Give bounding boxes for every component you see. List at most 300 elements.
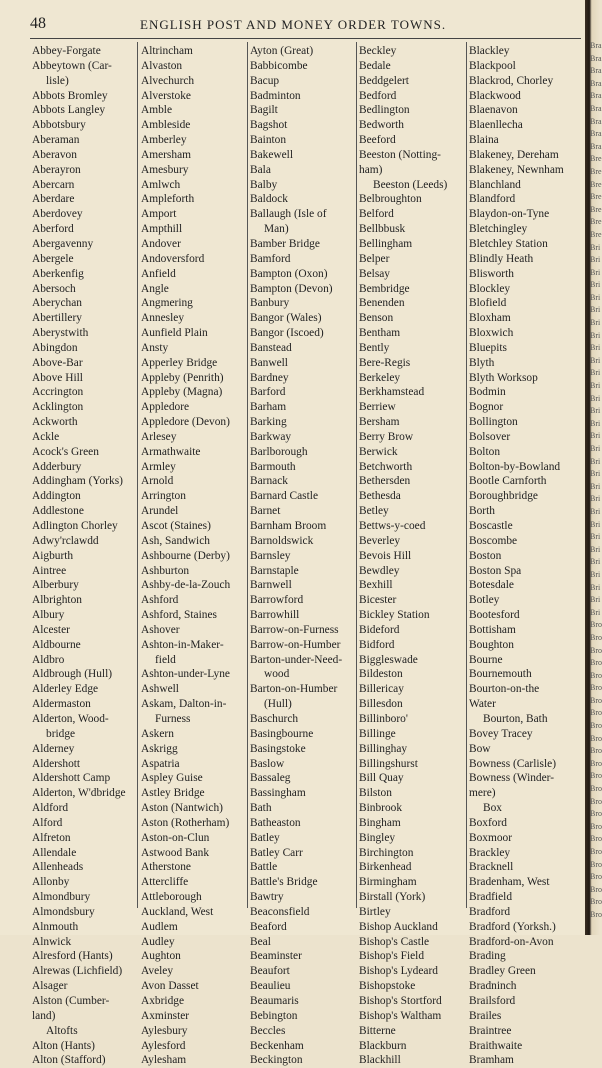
town-entry: Betchworth <box>359 460 413 473</box>
town-entry: Abbots Bromley <box>32 89 108 102</box>
next-page-fragment: Bro <box>590 746 602 756</box>
town-entry: Bowness (Winder- <box>469 772 555 785</box>
town-entry: Altrincham <box>141 45 193 57</box>
town-entry: Bishop's Field <box>359 950 425 963</box>
town-column-5 <box>469 44 581 1068</box>
town-entry: Blackburn <box>359 1039 407 1052</box>
next-page-fragment: Bro <box>590 796 602 806</box>
town-entry: Berwick <box>359 445 398 458</box>
town-entry: Bideford <box>359 623 400 636</box>
town-entry: Alford <box>32 816 63 829</box>
next-page-fragment: Bri <box>590 393 601 403</box>
next-page-fragment: Bre <box>590 166 602 176</box>
town-entry: Alston (Cumber- <box>32 995 110 1007</box>
town-entry: Aspatria <box>141 757 180 770</box>
town-column-1 <box>32 44 136 1068</box>
town-entry: Appledore (Devon) <box>141 416 230 429</box>
town-entry: Aberkenfig <box>32 267 84 280</box>
town-entry: Barford <box>250 386 286 399</box>
town-entry: Appleby (Magna) <box>141 386 223 399</box>
town-entry: Banbury <box>250 297 290 310</box>
town-entry: Abbotsbury <box>32 119 86 132</box>
town-entry: Berkhamstead <box>359 386 425 399</box>
next-page-fragment: Bro <box>590 784 602 794</box>
town-entry: Bramham <box>469 1054 514 1067</box>
town-entry: Audley <box>141 935 175 948</box>
town-entry: Barham <box>250 401 287 414</box>
town-entry: Bradley Green <box>469 965 536 978</box>
town-entry: Barnack <box>250 475 288 488</box>
next-page-fragment: Bro <box>590 859 602 869</box>
town-entry: Arrington <box>141 490 186 503</box>
town-entry: Bawtry <box>250 891 284 904</box>
town-entry: Blackpool <box>469 59 516 72</box>
town-entry: Barnoldswick <box>250 534 314 547</box>
next-page-fragment: Bro <box>590 809 602 819</box>
town-entry: Beeford <box>359 134 396 147</box>
town-entry: Alverstoke <box>141 89 191 102</box>
town-entry: Barrow-on-Humber <box>250 638 341 651</box>
town-entry: Barton-under-Need- <box>250 653 343 666</box>
town-entry: Billinge <box>359 727 396 740</box>
town-entry: Aylesbury <box>141 1024 188 1037</box>
next-page-fragment: Bri <box>590 494 601 504</box>
town-entry: Alvechurch <box>141 74 195 87</box>
town-entry: Bolsover <box>469 430 511 443</box>
town-entry: Aldershott Camp <box>32 772 111 785</box>
town-entry: Birchington <box>359 846 414 859</box>
next-page-fragment: Bri <box>590 280 601 290</box>
town-entry: Baschurch <box>250 712 299 725</box>
town-entry: Box <box>483 802 502 815</box>
town-entry: Ayton (Great) <box>250 45 314 57</box>
town-entry: Albrighton <box>32 594 82 607</box>
next-page-fragment: Bri <box>590 595 601 605</box>
town-entry: Bembridge <box>359 282 410 295</box>
town-entry: Abbey-Forgate <box>32 45 101 57</box>
town-entry: Bacup <box>250 74 280 87</box>
town-entry: Barnstaple <box>250 564 299 577</box>
town-entry: Anfield <box>141 267 176 280</box>
town-entry: Amble <box>141 104 173 117</box>
town-entry: Barrow-on-Furness <box>250 623 339 636</box>
town-entry: Bentham <box>359 327 401 340</box>
town-entry: Ashover <box>141 623 180 636</box>
town-entry: Bolton <box>469 445 501 458</box>
town-entry: Addlestone <box>32 505 84 518</box>
town-entry: Amlwch <box>141 178 181 191</box>
next-page-fragment: Bri <box>590 519 601 529</box>
town-entry: Alderney <box>32 742 75 755</box>
town-entry: Beaconsfield <box>250 905 310 918</box>
town-entry: Alnmouth <box>32 920 79 933</box>
next-page-fragment: Bre <box>590 229 602 239</box>
town-entry: Bletchingley <box>469 223 528 236</box>
town-entry: Blackley <box>469 45 510 57</box>
next-page-fragment: Bre <box>590 154 602 164</box>
town-entry: Andover <box>141 237 181 250</box>
next-page-fragment: Bra <box>590 66 602 76</box>
town-entry: Addingham (Yorks) <box>32 475 123 488</box>
town-entry: Blaenavon <box>469 104 518 117</box>
town-entry: Bishop's Lydeard <box>359 965 438 978</box>
town-entry: Batley Carr <box>250 846 303 859</box>
town-entry: Bethersden <box>359 475 411 488</box>
town-entry: Altofts <box>46 1024 78 1037</box>
town-entry: Amesbury <box>141 163 189 176</box>
next-page-fragment: Bri <box>590 456 601 466</box>
town-entry: Blaenllecha <box>469 119 523 132</box>
town-entry: Barrowford <box>250 594 304 607</box>
next-page-fragment: Bri <box>590 582 601 592</box>
town-entry: Billinghay <box>359 742 408 755</box>
town-entry: Addington <box>32 490 81 503</box>
town-entry: Battle's Bridge <box>250 876 318 889</box>
town-entry: Alfreton <box>32 831 71 844</box>
next-page-fragment: Bri <box>590 267 601 277</box>
town-entry: Benenden <box>359 297 405 310</box>
town-entry: Alrewas (Lichfield) <box>32 965 123 978</box>
next-page-fragment: Bri <box>590 330 601 340</box>
town-entry: Ashwell <box>141 683 179 696</box>
next-page-fragment: Bri <box>590 431 601 441</box>
town-entry: Bilston <box>359 787 392 800</box>
town-entry: Beckley <box>359 45 397 57</box>
town-entry: Boughton <box>469 638 514 651</box>
town-entry: Acklington <box>32 401 84 414</box>
town-entry: Banstead <box>250 341 292 354</box>
town-entry: Almondsbury <box>32 905 95 918</box>
town-entry: Aveley <box>141 965 174 978</box>
column-divider <box>247 42 248 908</box>
town-entry: Binbrook <box>359 802 403 815</box>
next-page-fragment: Bra <box>590 129 602 139</box>
next-page-fragment: Bro <box>590 758 602 768</box>
town-entry: Bicester <box>359 594 397 607</box>
town-entry: Atherstone <box>141 861 191 874</box>
town-entry: Auckland, West <box>141 905 214 918</box>
town-entry: Audlem <box>141 920 178 933</box>
town-entry: Axminster <box>141 1009 190 1022</box>
town-entry: Belsay <box>359 267 391 280</box>
town-entry: Blindly Heath <box>469 252 534 265</box>
town-entry: Brackley <box>469 846 511 859</box>
town-entry: Barnsley <box>250 549 291 562</box>
town-entry: Berkeley <box>359 371 401 384</box>
town-entry: Attleborough <box>141 891 202 904</box>
town-entry: Babbicombe <box>250 59 308 72</box>
town-entry: Braintree <box>469 1024 512 1037</box>
next-page-fragment: Bro <box>590 821 602 831</box>
town-entry: Battle <box>250 861 278 874</box>
town-entry: Barnet <box>250 505 281 518</box>
town-entry: Birkenhead <box>359 861 412 874</box>
town-entry: Boroughbridge <box>469 490 538 503</box>
town-entry: Blyth <box>469 356 495 369</box>
town-entry: Arnold <box>141 475 174 488</box>
town-entry: Astley Bridge <box>141 787 205 800</box>
town-entry: Beverley <box>359 534 401 547</box>
town-entry: Boston Spa <box>469 564 522 577</box>
town-entry: Bethesda <box>359 490 401 503</box>
town-entry: Bellbbusk <box>359 223 406 236</box>
town-entry: (Hull) <box>264 698 292 711</box>
town-entry: Astwood Bank <box>141 846 210 859</box>
town-entry: Aintree <box>32 564 67 577</box>
town-entry: Aston (Rotherham) <box>141 816 230 829</box>
town-entry: Allendale <box>32 846 77 859</box>
town-column-3 <box>250 44 354 1068</box>
town-entry: Bewdley <box>359 564 400 577</box>
column-divider <box>356 42 357 908</box>
town-entry: Borth <box>469 505 495 518</box>
town-entry: Arlesey <box>141 430 177 443</box>
next-page-fragment: Bro <box>590 909 602 919</box>
town-entry: Blakeney, Dereham <box>469 148 559 161</box>
running-head: ENGLISH POST AND MONEY ORDER TOWNS. <box>140 17 447 32</box>
next-page-fragment: Bri <box>590 557 601 567</box>
town-entry: Almondbury <box>32 891 91 904</box>
town-entry: Billingshurst <box>359 757 418 770</box>
town-entry: Bishopstoke <box>359 980 416 993</box>
town-entry: Albury <box>32 609 65 622</box>
page-number: 48 <box>30 15 46 32</box>
next-page-fragment: Bro <box>590 708 602 718</box>
town-entry: Billinboro' <box>359 712 408 725</box>
town-entry: Blaydon-on-Tyne <box>469 208 550 221</box>
town-entry: Bently <box>359 341 390 354</box>
town-entry: Alnwick <box>32 935 72 948</box>
town-entry: wood <box>264 668 290 681</box>
next-page-fragment: Bro <box>590 670 602 680</box>
town-entry: Bassaleg <box>250 772 291 785</box>
town-entry: Boscombe <box>469 534 518 547</box>
town-entry: Angle <box>141 282 169 295</box>
town-entry: Abercarn <box>32 178 75 191</box>
town-entry: Alton (Stafford) <box>32 1054 106 1067</box>
town-entry: Bangor (Wales) <box>250 312 322 325</box>
town-entry: Brailsford <box>469 995 516 1007</box>
town-entry: Barking <box>250 416 287 429</box>
town-entry: Amersham <box>141 148 191 161</box>
town-entry: Aigburth <box>32 549 74 562</box>
town-entry: Abergavenny <box>32 237 94 250</box>
town-entry: Aughton <box>141 950 181 963</box>
town-entry: Water <box>469 698 496 711</box>
town-entry: Blackrod, Chorley <box>469 74 554 87</box>
town-entry: Bamber Bridge <box>250 237 320 250</box>
town-entry: Baslow <box>250 757 285 770</box>
town-entry: Bowness (Carlisle) <box>469 757 556 770</box>
town-entry: Adlington Chorley <box>32 520 118 532</box>
town-entry: Beaulieu <box>250 980 291 993</box>
town-entry: Botley <box>469 594 500 607</box>
town-entry: Bognor <box>469 401 504 414</box>
town-entry: Aldbourne <box>32 638 81 651</box>
town-entry: Bootle Carnforth <box>469 475 547 488</box>
town-entry: Ashbourne (Derby) <box>141 549 230 562</box>
town-entry: Bottisham <box>469 623 516 636</box>
town-entry: Aberdovey <box>32 208 83 221</box>
town-entry: Aunfield Plain <box>141 327 208 340</box>
town-entry: Beaumaris <box>250 995 299 1007</box>
town-entry: Bradford <box>469 905 511 918</box>
town-entry: Acock's Green <box>32 445 99 458</box>
next-page-fragment: Bro <box>590 683 602 693</box>
town-entry: Boxmoor <box>469 831 513 844</box>
town-entry: Aberavon <box>32 148 77 161</box>
town-entry: Barrowhill <box>250 609 300 622</box>
town-entry: Belper <box>359 252 390 265</box>
town-entry: Botesdale <box>469 579 514 592</box>
town-entry: Angmering <box>141 297 193 310</box>
town-entry: Blockley <box>469 282 511 295</box>
town-entry: Beddgelert <box>359 74 409 87</box>
town-entry: mere) <box>469 787 496 800</box>
town-entry: Ashburton <box>141 564 190 577</box>
town-entry: Bourton-on-the <box>469 683 540 696</box>
next-page-fragment: Bri <box>590 544 601 554</box>
town-entry: Bow <box>469 742 491 755</box>
next-page-fragment: Bro <box>590 872 602 882</box>
town-entry: Beckington <box>250 1054 303 1067</box>
town-entry: Man) <box>264 223 289 236</box>
town-entry: land) <box>32 1009 56 1022</box>
town-entry: Bampton (Oxon) <box>250 267 328 280</box>
town-entry: Aberychan <box>32 297 82 310</box>
town-entry: Blofield <box>469 297 507 310</box>
town-entry: Birtley <box>359 905 391 918</box>
town-entry: Aberaman <box>32 134 80 147</box>
next-page-fragment: Bre <box>590 179 602 189</box>
town-entry: Alderley Edge <box>32 683 99 696</box>
town-entry: Ackworth <box>32 416 78 429</box>
town-entry: Birmingham <box>359 876 417 889</box>
town-column-2 <box>141 44 245 1068</box>
next-page-fragment: Bra <box>590 78 602 88</box>
town-entry: Ashby-de-la-Zouch <box>141 579 231 592</box>
town-entry: Axbridge <box>141 995 185 1007</box>
town-entry: Aston (Nantwich) <box>141 802 223 815</box>
town-entry: Betley <box>359 505 389 518</box>
town-entry: Bishop's Castle <box>359 935 430 948</box>
town-entry: Apperley Bridge <box>141 356 218 369</box>
next-page-fragment: Bri <box>590 305 601 315</box>
town-entry: Berry Brow <box>359 430 414 443</box>
town-entry: Brailes <box>469 1009 502 1022</box>
next-page-fragment: Bro <box>590 658 602 668</box>
town-entry: Bradfield <box>469 891 513 904</box>
town-entry: Aldershott <box>32 757 81 770</box>
town-entry: Bildeston <box>359 668 403 681</box>
next-page-fragment: Bre <box>590 204 602 214</box>
town-entry: Blackwood <box>469 89 521 102</box>
town-entry: Bedlington <box>359 104 410 117</box>
town-column-4 <box>359 44 463 1068</box>
town-entry: Barton-on-Humber <box>250 683 338 696</box>
next-page-fragment: Bra <box>590 103 602 113</box>
town-entry: Beal <box>250 935 271 948</box>
next-page-fragment: Bri <box>590 318 601 328</box>
town-entry: Bersham <box>359 416 400 429</box>
next-page-fragment: Bro <box>590 632 602 642</box>
town-entry: Bampton (Devon) <box>250 282 333 295</box>
next-page-fragment: Bro <box>590 733 602 743</box>
next-page-fragment: Bri <box>590 381 601 391</box>
header-rule <box>30 38 581 39</box>
town-entry: Attercliffe <box>141 876 189 889</box>
town-entry: Blisworth <box>469 267 514 280</box>
town-entry: Billesdon <box>359 698 403 711</box>
town-entry: Benson <box>359 312 394 325</box>
town-entry: Bluepits <box>469 341 507 354</box>
town-entry: Bloxwich <box>469 327 514 340</box>
town-entry: Basingbourne <box>250 727 314 740</box>
town-entry: Baldock <box>250 193 288 206</box>
town-entry: Brading <box>469 950 506 963</box>
town-entry: Balby <box>250 178 278 191</box>
town-entry: Alberbury <box>32 579 79 592</box>
town-entry: Askern <box>141 727 174 740</box>
town-entry: Appledore <box>141 401 190 414</box>
town-entry: Aspley Guise <box>141 772 203 785</box>
town-entry: Barlborough <box>250 445 308 458</box>
town-entry: Bishop Auckland <box>359 920 438 933</box>
town-entry: Bourne <box>469 653 503 666</box>
town-entry: Batheaston <box>250 816 301 829</box>
town-entry: Beeston (Leeds) <box>373 178 448 191</box>
next-page-edge <box>590 40 600 930</box>
town-entry: Bournemouth <box>469 668 532 681</box>
town-entry: Bingley <box>359 831 396 844</box>
town-entry: Abergele <box>32 252 74 265</box>
town-entry: Arundel <box>141 505 179 518</box>
town-entry: Alsager <box>32 980 68 993</box>
town-entry: Adwy'rclawdd <box>32 534 99 547</box>
town-entry: Bakewell <box>250 148 294 161</box>
town-entry: Bodmin <box>469 386 506 399</box>
town-entry: Amberley <box>141 134 187 147</box>
next-page-fragment: Bra <box>590 91 602 101</box>
town-entry: Annesley <box>141 312 185 325</box>
town-entry: Beaford <box>250 920 287 933</box>
town-entry: Bettws-y-coed <box>359 520 426 532</box>
town-entry: Beeston (Notting- <box>359 148 441 161</box>
town-entry: Ash, Sandwich <box>141 534 210 547</box>
next-page-fragment: Bri <box>590 343 601 353</box>
town-entry: Belford <box>359 208 394 221</box>
town-entry: Bolton-by-Bowland <box>469 460 561 473</box>
town-entry: Bill Quay <box>359 772 404 785</box>
town-entry: Batley <box>250 831 280 844</box>
town-entry: Barnham Broom <box>250 520 327 532</box>
next-page-fragment: Bra <box>590 141 602 151</box>
town-entry: Aldbro <box>32 653 65 666</box>
town-entry: Abersoch <box>32 282 76 295</box>
town-entry: Avon Dasset <box>141 980 199 993</box>
town-entry: Ashford, Staines <box>141 609 217 622</box>
next-page-fragment: Bra <box>590 41 602 50</box>
town-entry: Askrigg <box>141 742 178 755</box>
town-entry: ham) <box>359 163 383 176</box>
town-entry: Bedworth <box>359 119 404 132</box>
town-entry: Bedford <box>359 89 397 102</box>
town-entry: Badminton <box>250 89 301 102</box>
town-entry: Aylesford <box>141 1039 186 1052</box>
next-page-fragment: Bro <box>590 771 602 781</box>
town-entry: Bangor (Iscoed) <box>250 327 324 340</box>
town-entry: Ansty <box>141 341 169 354</box>
